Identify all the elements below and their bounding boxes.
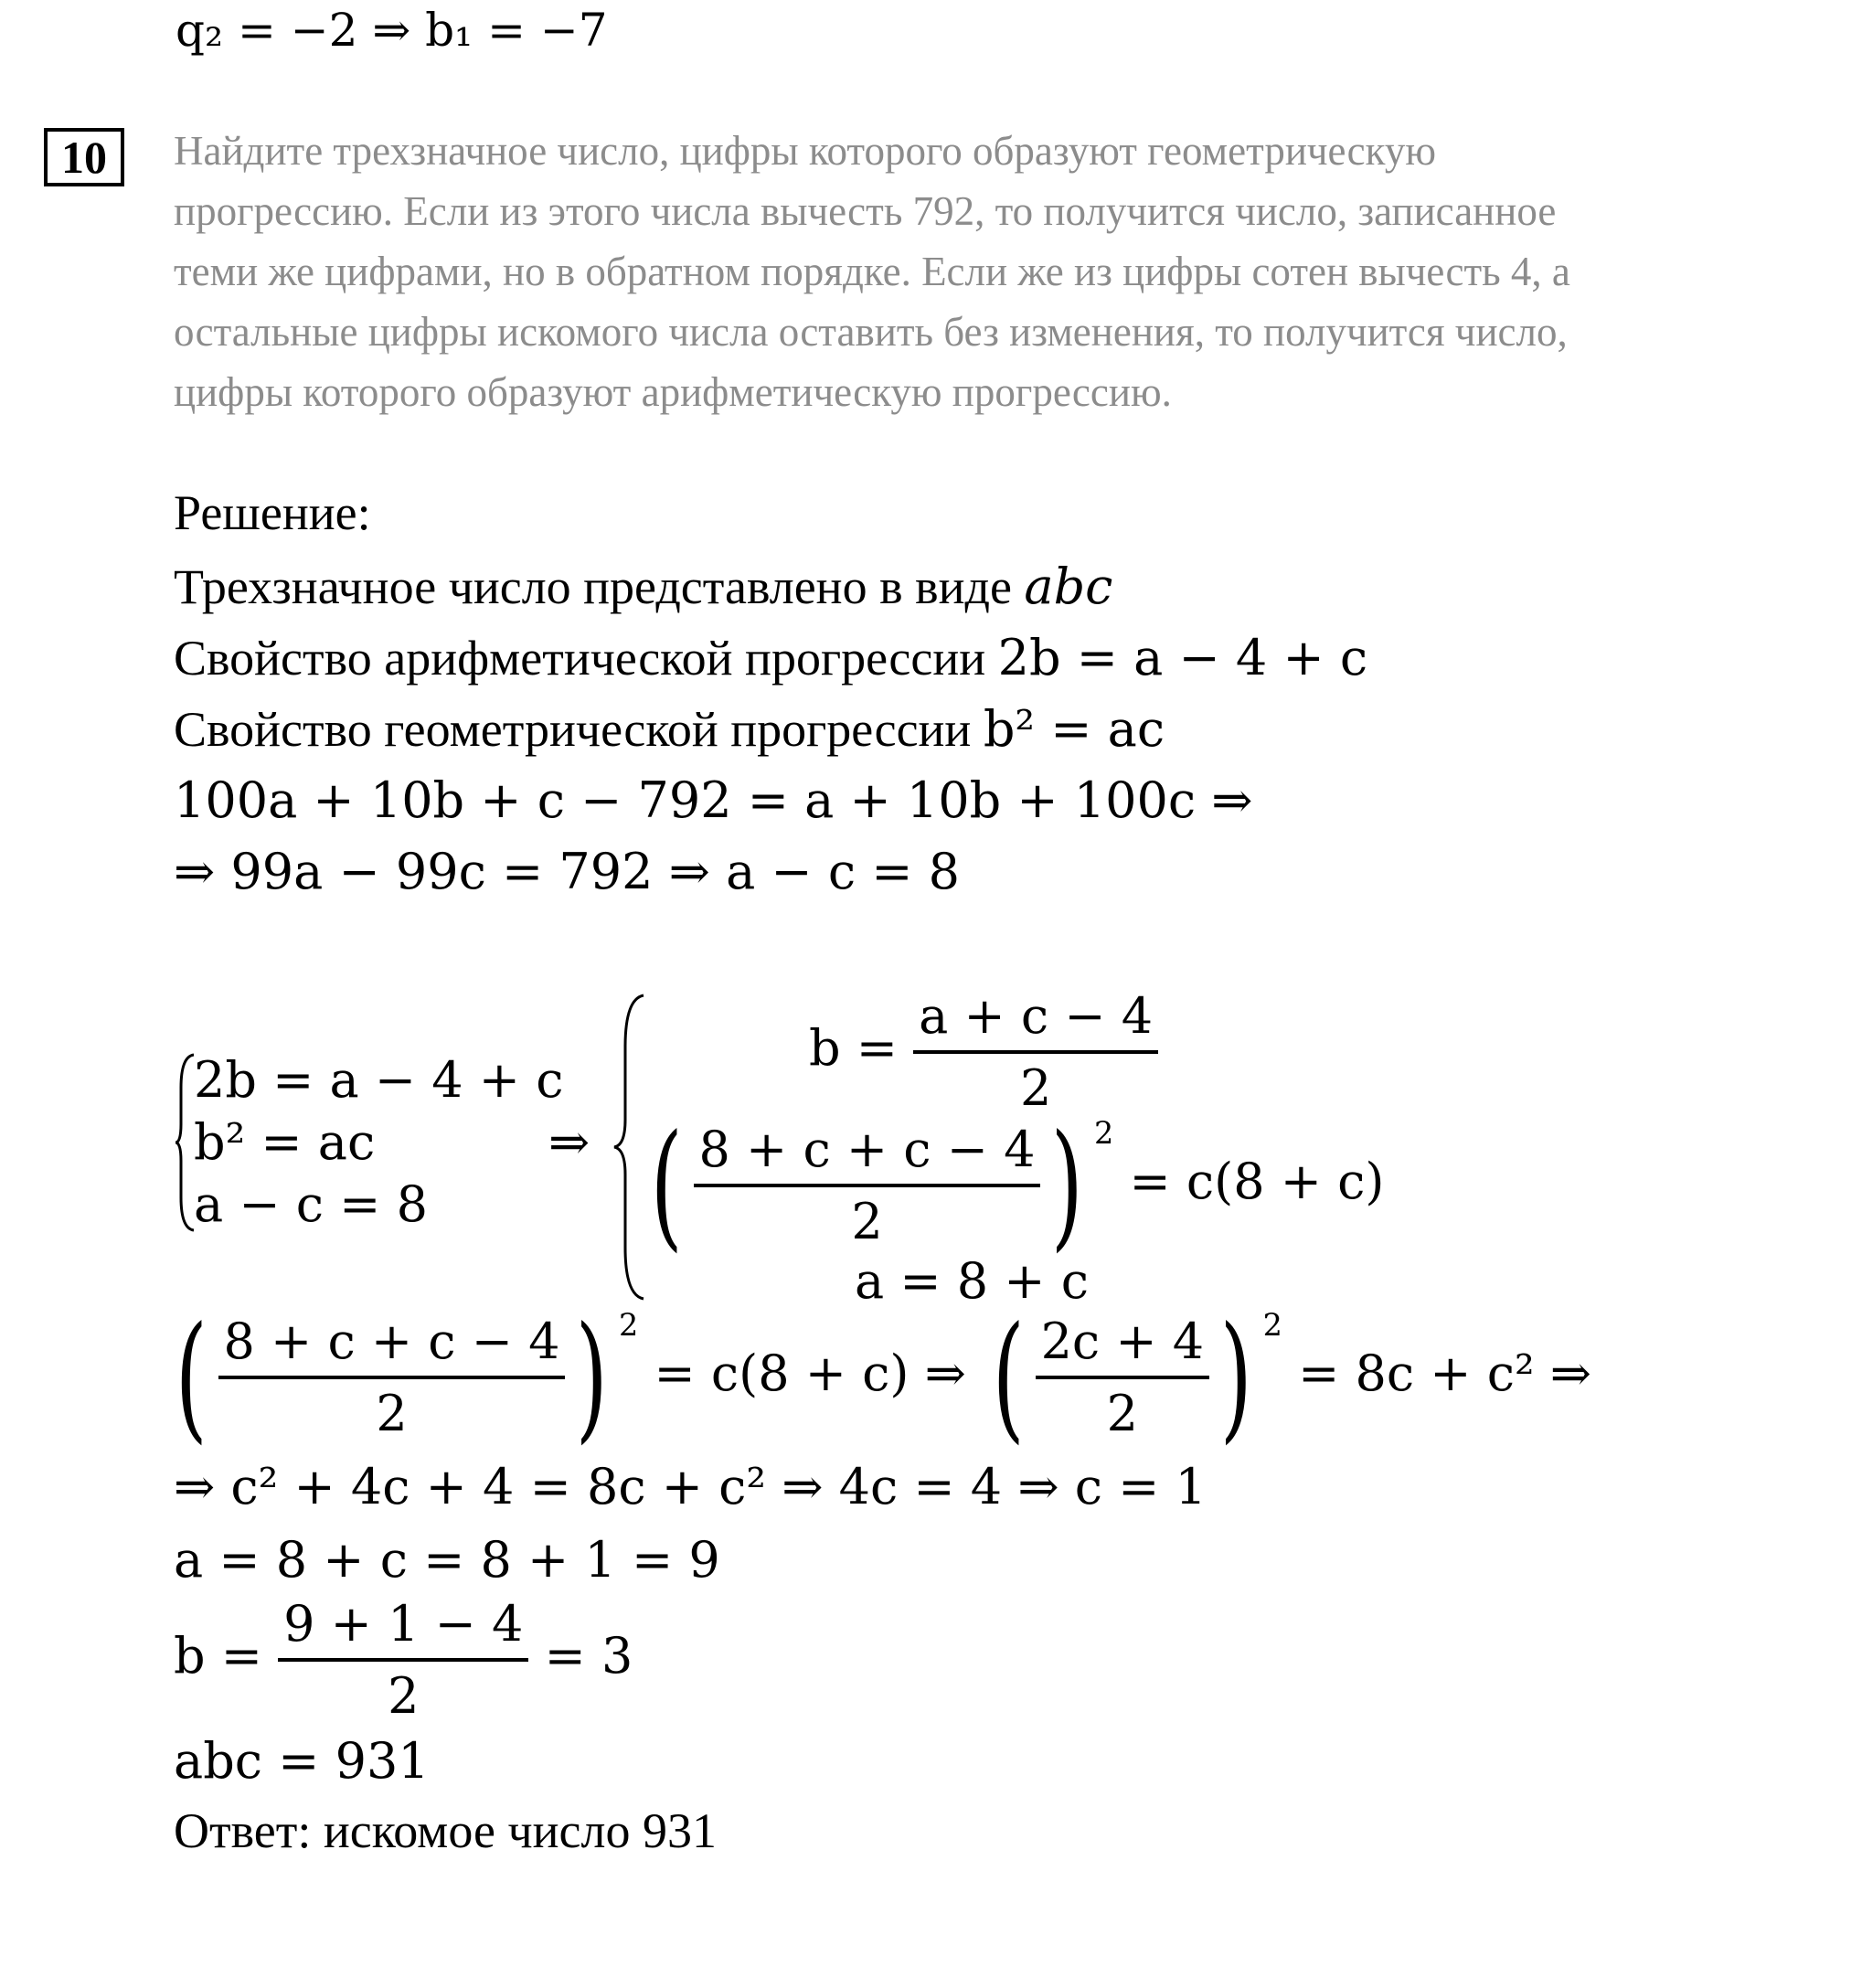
- line-math: b² = ac: [983, 700, 1165, 758]
- system-eq: a − c = 8: [194, 1175, 428, 1233]
- b-lhs: b =: [809, 1019, 898, 1077]
- solution-line-8: [174, 1595, 633, 1725]
- solution-line-5: ⇒ 99a − 99c = 792 ⇒ a − c = 8: [174, 843, 961, 900]
- problem-number-badge: 10: [44, 128, 124, 186]
- fraction-numerator: 9 + 1 − 4: [278, 1595, 528, 1662]
- exponent: 2: [619, 1307, 639, 1343]
- implies-arrow: ⇒: [548, 1113, 590, 1171]
- right-paren: ): [576, 1298, 609, 1457]
- fraction-denominator: 2: [1019, 1059, 1052, 1117]
- system-right-b: [809, 987, 1158, 1117]
- fraction: [1036, 1313, 1210, 1442]
- fraction: [694, 1121, 1041, 1250]
- fraction-numerator: 8 + c + c − 4: [218, 1313, 566, 1379]
- solution-line-1: [174, 558, 1112, 615]
- solution-heading: Решение:: [174, 485, 371, 540]
- line-math: abc: [1024, 558, 1113, 615]
- answer-line: Ответ: искомое число 931: [174, 1803, 717, 1858]
- line-text: Трехзначное число представлено в виде: [174, 559, 1012, 614]
- exponent: 2: [1094, 1115, 1114, 1151]
- step-mid: = c(8 + c) ⇒: [654, 1345, 966, 1402]
- right-paren: ): [1051, 1106, 1084, 1265]
- fraction: [278, 1595, 528, 1725]
- exponent: 2: [1262, 1307, 1282, 1343]
- fraction-denominator: 2: [376, 1385, 408, 1442]
- system-right-square: [640, 1106, 1385, 1265]
- previous-result: q₂ = −2 ⇒ b₁ = −7: [176, 4, 608, 57]
- fraction-numerator: a + c − 4: [913, 987, 1158, 1054]
- right-paren: ): [1219, 1298, 1252, 1457]
- fraction-denominator: 2: [388, 1667, 420, 1725]
- problem-statement: [174, 121, 1746, 422]
- fraction: [218, 1313, 566, 1442]
- solution-line-3: [174, 700, 1165, 758]
- fraction-denominator: 2: [1106, 1385, 1139, 1442]
- line-text: Свойство арифметической прогрессии: [174, 631, 986, 686]
- system-right-a: a = 8 + c: [855, 1252, 1089, 1310]
- b-lhs: b =: [174, 1627, 262, 1685]
- line-math: 2b = a − 4 + c: [997, 629, 1368, 686]
- system-eq: 2b = a − 4 + c: [194, 1051, 564, 1109]
- line-text: Свойство геометрической прогрессии: [174, 702, 972, 757]
- left-paren: (: [175, 1298, 207, 1457]
- left-paren: (: [650, 1106, 683, 1265]
- square-rhs: = c(8 + c): [1129, 1153, 1385, 1210]
- fraction: [913, 987, 1158, 1117]
- solution-line-4: 100a + 10b + c − 792 = a + 10b + 100c ⇒: [174, 771, 1253, 829]
- problem-line: цифры которого образуют арифметическую прогрессию.: [174, 369, 1172, 415]
- solution-line-6: ⇒ c² + 4c + 4 = 8c + c² ⇒ 4c = 4 ⇒ c = 1: [174, 1458, 1207, 1515]
- problem-line: теми же цифрами, но в обратном порядке. Если же из цифры сотен вычесть 4, а: [174, 249, 1570, 294]
- problem-line: Найдите трехзначное число, цифры которого образуют геометрическую: [174, 128, 1436, 174]
- fraction-numerator: 8 + c + c − 4: [694, 1121, 1041, 1187]
- solution-step-1: [165, 1298, 1591, 1457]
- solution-line-9: abc = 931: [174, 1732, 430, 1790]
- fraction-denominator: 2: [851, 1193, 883, 1250]
- fraction-numerator: 2c + 4: [1036, 1313, 1210, 1379]
- left-paren: (: [992, 1298, 1025, 1457]
- solution-line-2: [174, 629, 1367, 686]
- b-rhs: = 3: [544, 1627, 633, 1685]
- problem-line: прогрессию. Если из этого числа вычесть 792, то получится число, записанное: [174, 188, 1557, 234]
- solution-line-7: a = 8 + c = 8 + 1 = 9: [174, 1531, 720, 1589]
- step-rhs: = 8c + c² ⇒: [1298, 1345, 1591, 1402]
- system-eq: b² = ac: [194, 1113, 376, 1171]
- problem-line: остальные цифры искомого числа оставить без изменения, то получится число,: [174, 309, 1568, 355]
- left-brace: [174, 1051, 196, 1234]
